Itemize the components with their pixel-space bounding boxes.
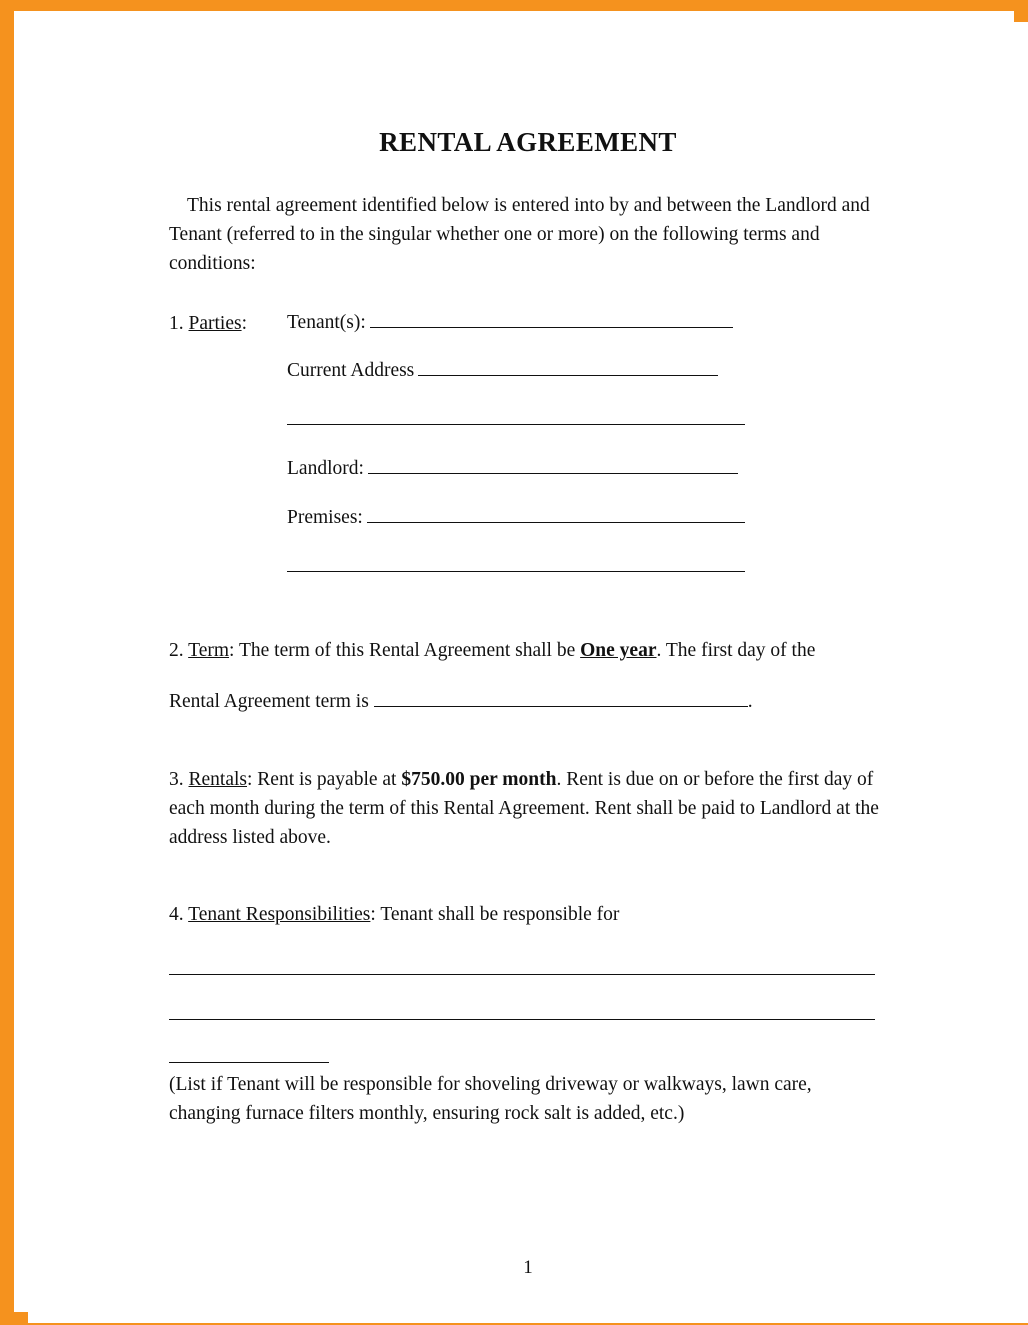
section-rentals — [169, 765, 887, 853]
section-term-line2-after: . — [747, 691, 753, 713]
field-landlord-label: Landlord: — [287, 458, 364, 480]
field-tenant — [287, 309, 887, 334]
field-current-address-label: Current Address — [287, 360, 415, 382]
field-current-address — [287, 358, 887, 383]
page-number: 1 — [523, 1257, 533, 1278]
section-term-heading: Term — [188, 640, 230, 662]
section-rentals-text-after: . Rent is due on or before the first day of each month during the term of this Rental Agreement. Rent shall be paid to Landlord at the address listed above. — [169, 768, 879, 849]
responsibilities-input-line-2[interactable] — [169, 1019, 875, 1020]
section-rentals-text — [169, 765, 887, 853]
section-term — [169, 636, 887, 717]
field-tenant-input[interactable] — [370, 309, 733, 328]
field-current-address-line2 — [287, 406, 887, 431]
section-term-text-before: : The term of this Rental Agreement shall be — [229, 640, 581, 662]
field-current-address-input-2[interactable] — [287, 406, 745, 425]
section-parties-label — [169, 309, 287, 579]
responsibilities-note: (List if Tenant will be responsible for shoveling driveway or walkways, lawn care, changing furnace filters monthly, ensuring rock salt is added, etc.) — [169, 1073, 812, 1124]
section-term-duration: One year — [580, 640, 657, 662]
field-landlord — [287, 455, 887, 480]
field-premises-label: Premises: — [287, 507, 363, 529]
section-parties-heading: Parties — [188, 312, 242, 334]
section-responsibilities-number: 4. — [169, 904, 184, 926]
section-rentals-text-before: : Rent is payable at — [247, 768, 402, 790]
section-parties — [169, 309, 887, 579]
section-tenant-responsibilities — [169, 900, 887, 1128]
document-page — [28, 22, 1028, 1323]
field-current-address-input[interactable] — [418, 358, 718, 377]
section-term-line2-before: Rental Agreement term is — [169, 691, 374, 713]
section-responsibilities-heading: Tenant Responsibilities — [188, 904, 371, 926]
responsibilities-input-line-3[interactable] — [169, 1062, 329, 1063]
section-rentals-number: 3. — [169, 768, 184, 790]
section-responsibilities-text-after: : Tenant shall be responsible for — [370, 904, 620, 926]
field-tenant-label: Tenant(s): — [287, 311, 366, 333]
field-premises-input[interactable] — [367, 504, 745, 523]
section-rentals-heading: Rentals — [188, 768, 247, 790]
section-parties-fields — [287, 309, 887, 579]
field-premises — [287, 504, 887, 529]
page-title: RENTAL AGREEMENT — [379, 127, 677, 157]
intro-paragraph: This rental agreement identified below is entered into by and between the Landlord and Tenant (referred to in the singular whether one or more) on the following terms and conditions: — [169, 195, 870, 274]
section-parties-colon: : — [241, 312, 247, 334]
section-rentals-amount: $750.00 per month — [401, 768, 557, 790]
document-body — [169, 127, 887, 1278]
section-term-number: 2. — [169, 640, 184, 662]
responsibilities-input-line-1[interactable] — [169, 974, 875, 975]
field-premises-line2 — [287, 553, 887, 578]
field-landlord-input[interactable] — [368, 455, 738, 474]
section-term-line1 — [169, 636, 887, 665]
section-responsibilities-text — [169, 900, 887, 929]
section-parties-number: 1. — [169, 312, 184, 334]
field-premises-input-2[interactable] — [287, 553, 745, 572]
section-term-line2 — [169, 687, 887, 716]
section-term-text-after: . The first day of the — [656, 640, 816, 662]
field-term-start-date-input[interactable] — [374, 689, 748, 708]
